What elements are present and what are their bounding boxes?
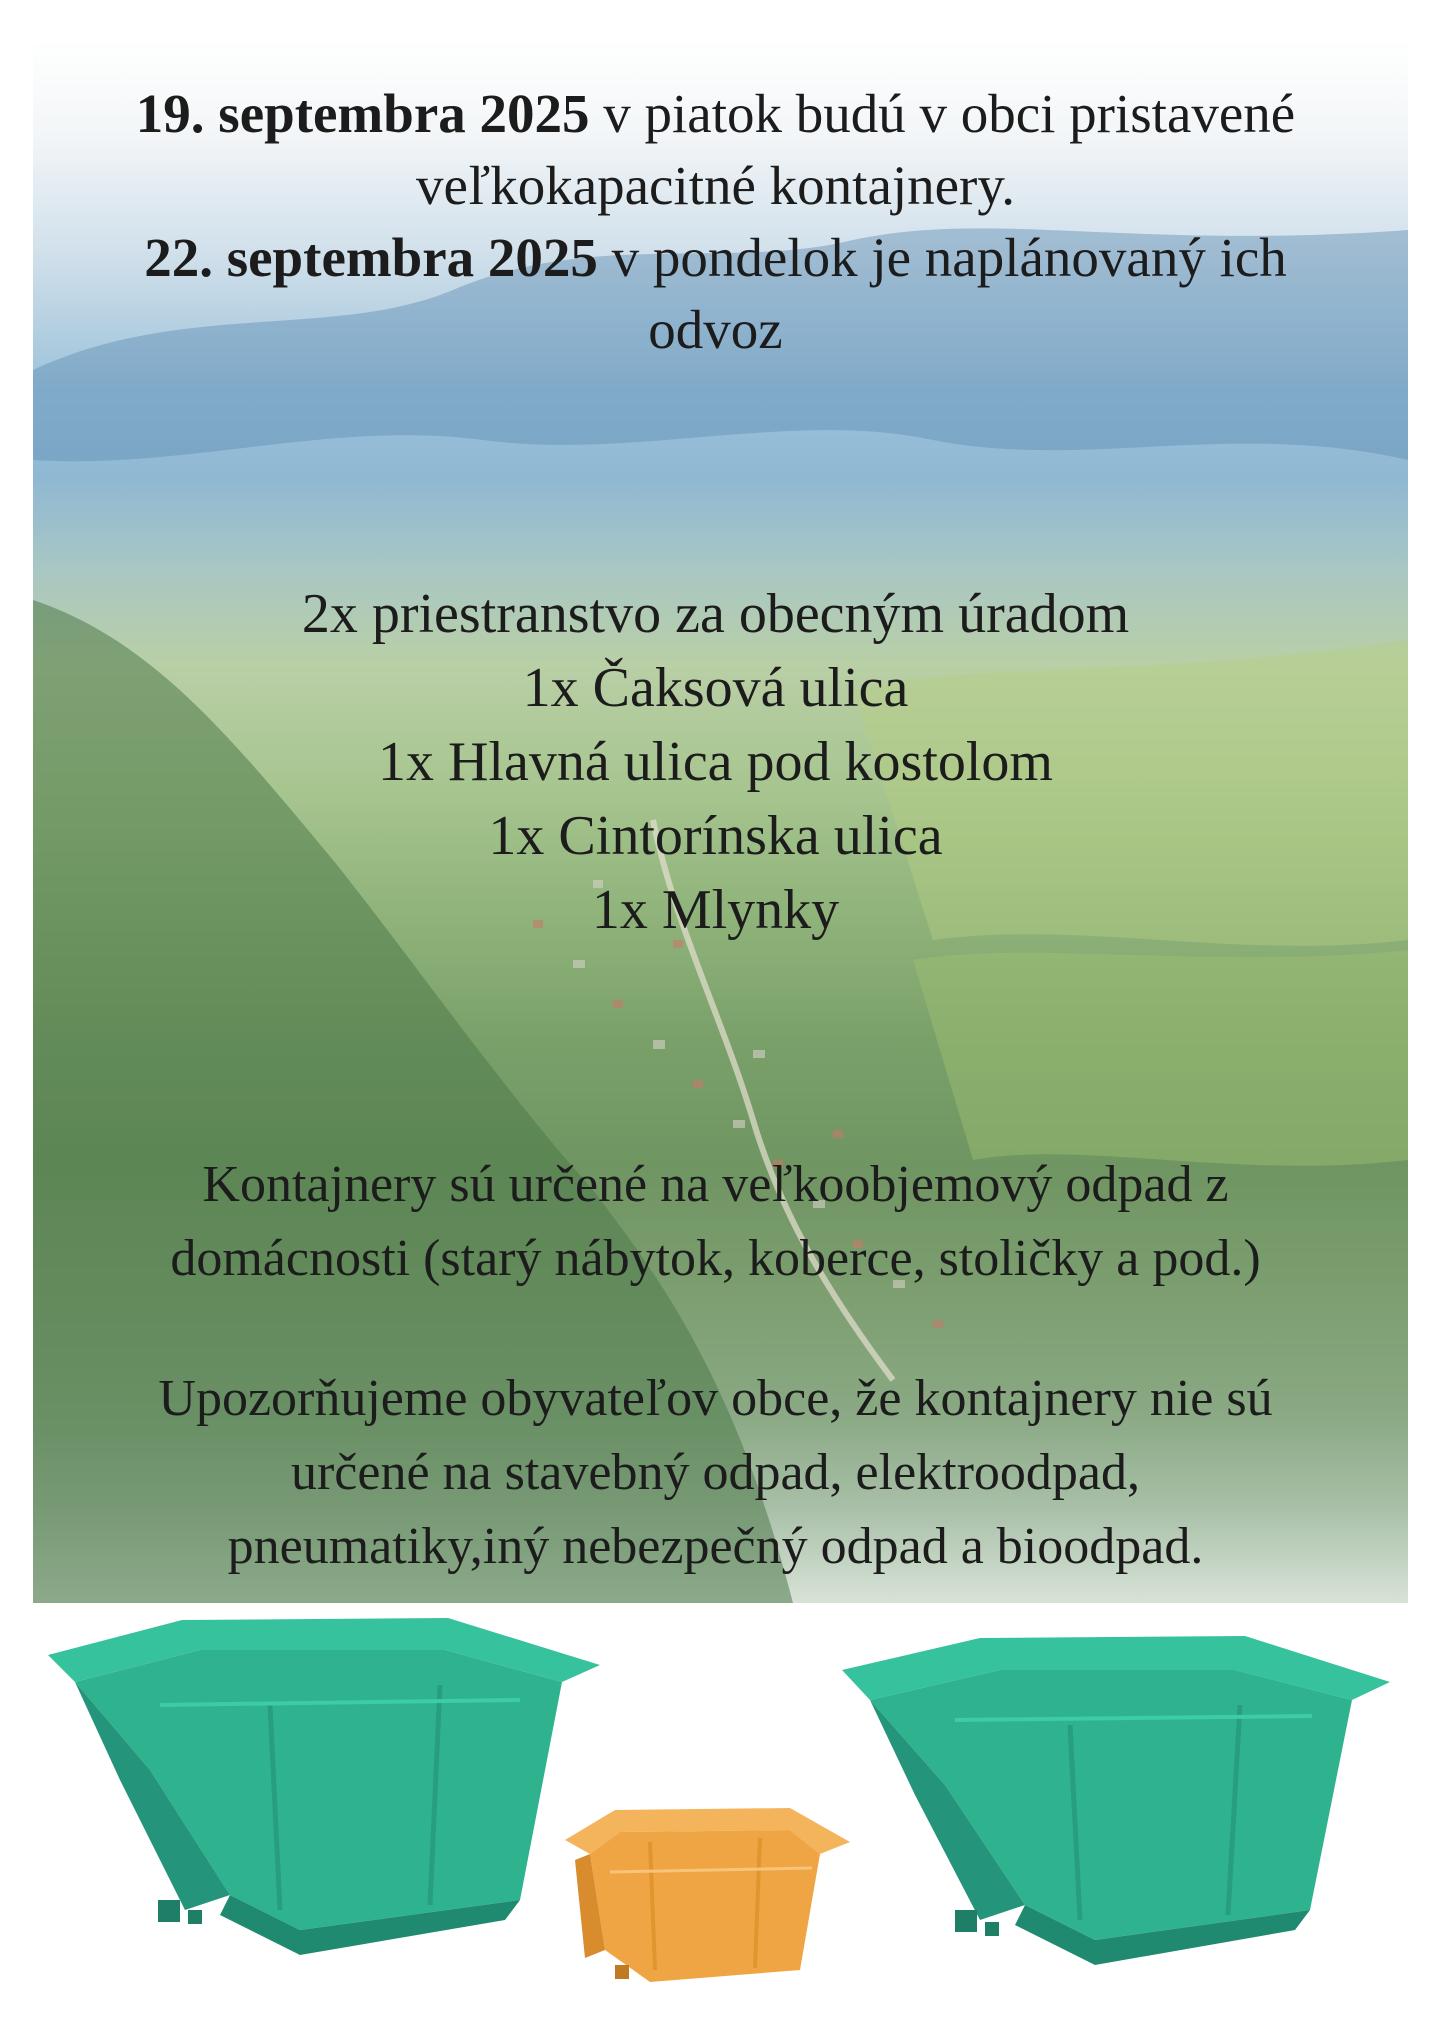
location-item: 1x Cintorínska ulica	[488, 805, 943, 867]
location-item: 2x priestranstvo za obecným úradom	[301, 583, 1130, 645]
container-locations-list	[0, 577, 1431, 947]
green-container-icon	[48, 1618, 600, 1955]
headline-line-3	[0, 222, 1431, 294]
purpose-line-1: Kontajnery sú určené na veľkoobjemový odpad z	[202, 1156, 1229, 1213]
orange-container-icon	[565, 1808, 850, 1982]
placement-text: v piatok budú v obci pristavené	[589, 83, 1296, 144]
pickup-date: 22. septembra 2025	[144, 227, 598, 288]
warning-line-2: určené na stavebný odpad, elektroodpad,	[290, 1444, 1140, 1501]
containers-purpose-paragraph	[0, 1148, 1431, 1296]
location-item: 1x Mlynky	[591, 879, 840, 941]
headline-line-2: veľkokapacitné kontajnery.	[415, 155, 1016, 216]
location-item: 1x Čaksová ulica	[522, 657, 909, 719]
placement-date: 19. septembra 2025	[135, 83, 590, 144]
warning-line-1: Upozorňujeme obyvateľov obce, že kontajnery nie sú	[158, 1370, 1273, 1427]
purpose-line-2: domácnosti (starý nábytok, koberce, stoličky a pod.)	[170, 1230, 1261, 1287]
warning-line-3: pneumatiky,iný nebezpečný odpad a bioodpad.	[227, 1518, 1204, 1575]
headline-line-1	[0, 78, 1431, 150]
pickup-text: v pondelok je naplánovaný ich	[597, 227, 1287, 288]
announcement-headline	[0, 78, 1431, 366]
headline-line-4: odvoz	[648, 299, 783, 360]
green-container-icon	[842, 1636, 1390, 1965]
containers-illustration	[0, 1610, 1431, 2024]
warning-paragraph	[0, 1362, 1431, 1584]
location-item: 1x Hlavná ulica pod kostolom	[377, 731, 1053, 793]
